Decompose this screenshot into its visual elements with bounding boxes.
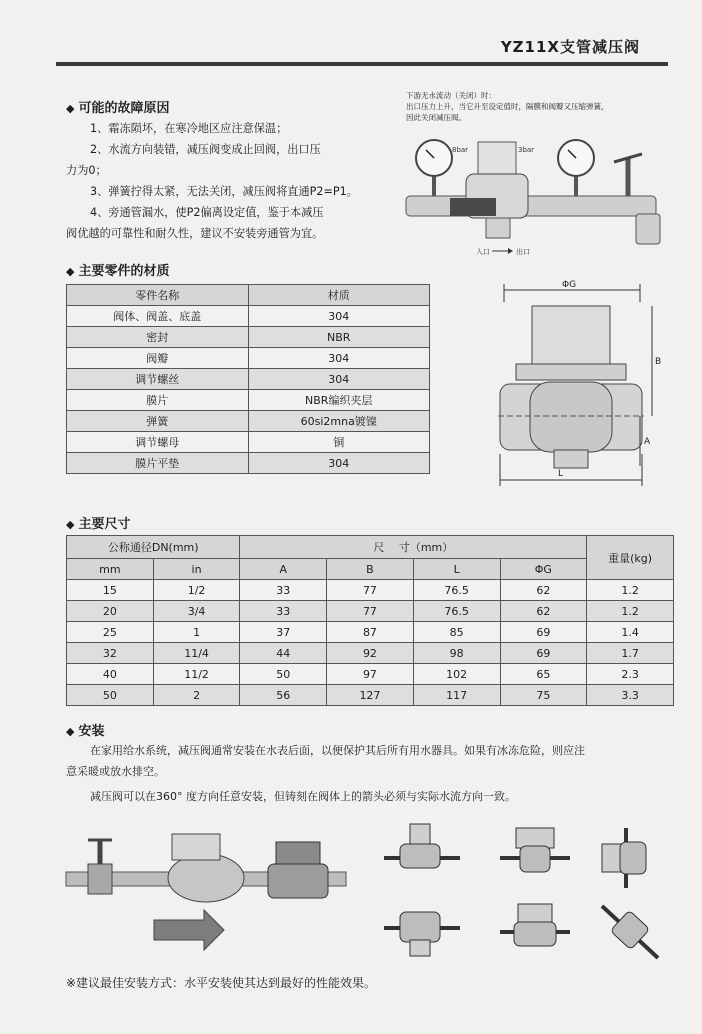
table-cell: 20 [67,601,154,622]
table-cell: 117 [413,685,500,706]
diamond-icon: ◆ [66,518,75,531]
flow-direction-arrow-icon [154,910,224,950]
materials-table [66,284,430,474]
dimension-drawing [490,278,670,498]
note-line: 出口压力上升，当它升至设定值时，隔膜和阀瓣又压缩弹簧， [406,102,609,111]
table-row [67,306,430,327]
table-cell: 65 [500,664,587,685]
install-orientation-icons [380,818,680,968]
table-cell: 77 [327,601,414,622]
diamond-icon: ◆ [66,265,75,278]
table-row [67,348,430,369]
dim-label-l: L [558,469,564,479]
install-line: 在家用给水系统，减压阀通常安装在水表后面，以便保护其后所有用水器具。如果有冰冻危险，则应注 [90,744,585,757]
table-header-row [67,559,674,580]
table-header-cell: 尺 寸（mm） [240,536,587,559]
table-cell: 2.3 [587,664,674,685]
table-cell: NBR编织夹层 [248,390,430,411]
fault-line: 2、水流方向装错，减压阀变成止回阀，出口压 [90,143,321,156]
dim-label-b: B [655,357,662,367]
table-header-cell: 零件名称 [67,285,249,306]
table-header-cell: B [327,559,414,580]
table-cell: 304 [248,306,430,327]
install-line: 意采暖或放水排空。 [66,765,165,778]
table-cell: 304 [248,369,430,390]
valve-orientation-icon [384,824,460,868]
fault-line: 1、霜冻陨坏，在寒冷地区应注意保温； [90,122,288,135]
table-cell: 69 [500,622,587,643]
install-heading: ◆ 安装 [66,724,105,739]
table-cell: 44 [240,643,327,664]
table-cell: 1 [153,622,240,643]
fault-line: 4、旁通管漏水，使P2偏离设定值，鉴于本减压 [90,206,324,219]
outlet-label: 出口 [516,248,530,256]
table-header-cell: 材质 [248,285,430,306]
table-cell: 33 [240,580,327,601]
table-row [67,411,430,432]
table-cell: 33 [240,601,327,622]
faults-text [66,118,396,244]
table-cell: 50 [67,685,154,706]
table-cell: 1.2 [587,580,674,601]
table-cell: 1.2 [587,601,674,622]
dimensions-heading: ◆ 主要尺寸 [66,517,131,532]
table-cell: 3/4 [153,601,240,622]
note-line: 因此关闭减压阀。 [406,113,466,122]
table-cell: 11/2 [153,664,240,685]
table-cell: 37 [240,622,327,643]
install-line: 减压阀可以在360° 度方向任意安装，但铸刻在阀体上的箭头必须与实际水流方向一致。 [90,790,516,803]
table-cell: 304 [248,348,430,369]
table-cell: 调节螺母 [67,432,249,453]
valve-orientation-icon [500,828,570,872]
table-row [67,327,430,348]
table-cell: 62 [500,601,587,622]
valve-orientation-icon [602,828,646,888]
water-meter-icon [168,854,244,902]
table-cell: 97 [327,664,414,685]
table-cell: 69 [500,643,587,664]
table-cell: 75 [500,685,587,706]
table-cell: 11/4 [153,643,240,664]
table-cell: 密封 [67,327,249,348]
table-row [67,453,430,474]
table-cell: 62 [500,580,587,601]
table-header-cell: L [413,559,500,580]
diagram-note [406,90,686,123]
table-cell: 102 [413,664,500,685]
valve-orientation-icon [500,904,570,946]
table-header-row [67,285,430,306]
valve-icon [532,306,610,364]
table-header-cell: mm [67,559,154,580]
fault-line: 3、弹簧拧得太紧，无法关闭，减压阀将直通P2=P1。 [90,185,358,198]
faults-heading: ◆ 可能的故障原因 [66,101,170,116]
header-rule [56,62,668,66]
table-header-cell: A [240,559,327,580]
gauge-left-label: 8bar [452,146,469,154]
diamond-icon: ◆ [66,725,75,738]
table-cell: 弹簧 [67,411,249,432]
table-cell: 92 [327,643,414,664]
table-row [67,580,674,601]
valve-icon [478,142,516,176]
diamond-icon: ◆ [66,102,75,115]
dim-label-g: ΦG [562,280,577,290]
table-cell: 阀体、阀盖、底盖 [67,306,249,327]
table-cell: 304 [248,453,430,474]
table-cell: 56 [240,685,327,706]
table-cell: 98 [413,643,500,664]
table-row [67,369,430,390]
table-header-cell: in [153,559,240,580]
table-cell: 铜 [248,432,430,453]
table-row [67,643,674,664]
table-header-cell: 重量(kg) [587,536,674,580]
table-cell: 50 [240,664,327,685]
table-cell: 25 [67,622,154,643]
table-row [67,622,674,643]
table-cell: 77 [327,580,414,601]
footer-note: ※建议最佳安装方式：水平安装使其达到最好的性能效果。 [66,976,377,990]
table-row [67,664,674,685]
gauge-right-label: 3bar [518,146,535,154]
table-cell: 阀瓣 [67,348,249,369]
table-cell: 膜片平垫 [67,453,249,474]
inlet-label: 入口 [476,248,490,256]
table-cell: 调节螺丝 [67,369,249,390]
table-row [67,685,674,706]
note-line: 下游无水流动（关闭）时： [406,91,496,100]
fault-line: 力为0； [66,164,107,177]
table-cell: 32 [67,643,154,664]
table-cell: 76.5 [413,601,500,622]
table-cell: 1.4 [587,622,674,643]
table-header-row [67,536,674,559]
table-row [67,601,674,622]
table-cell: 1.7 [587,643,674,664]
valve-orientation-icon [602,906,658,958]
valve-orientation-icon [384,912,460,956]
table-cell: 3.3 [587,685,674,706]
table-cell: 40 [67,664,154,685]
table-row [67,390,430,411]
table-header-cell: ΦG [500,559,587,580]
table-cell: 76.5 [413,580,500,601]
table-cell: 15 [67,580,154,601]
installation-illustration [62,820,362,960]
fault-line: 阀优越的可靠性和耐久性，建议不安装旁通管为宜。 [66,227,324,240]
table-cell: 127 [327,685,414,706]
table-cell: NBR [248,327,430,348]
table-cell: 87 [327,622,414,643]
table-cell: 2 [153,685,240,706]
table-row [67,432,430,453]
table-cell: 85 [413,622,500,643]
materials-heading: ◆ 主要零件的材质 [66,264,170,279]
install-text [66,740,678,807]
dimensions-table [66,535,674,706]
table-cell: 60si2mna镀镍 [248,411,430,432]
table-cell: 膜片 [67,390,249,411]
table-cell: 1/2 [153,580,240,601]
table-header-cell: 公称通径DN(mm) [67,536,240,559]
valve-flow-diagram [400,128,680,268]
dim-label-a: A [644,437,651,447]
page-title: YZ11X支管减压阀 [500,38,640,56]
